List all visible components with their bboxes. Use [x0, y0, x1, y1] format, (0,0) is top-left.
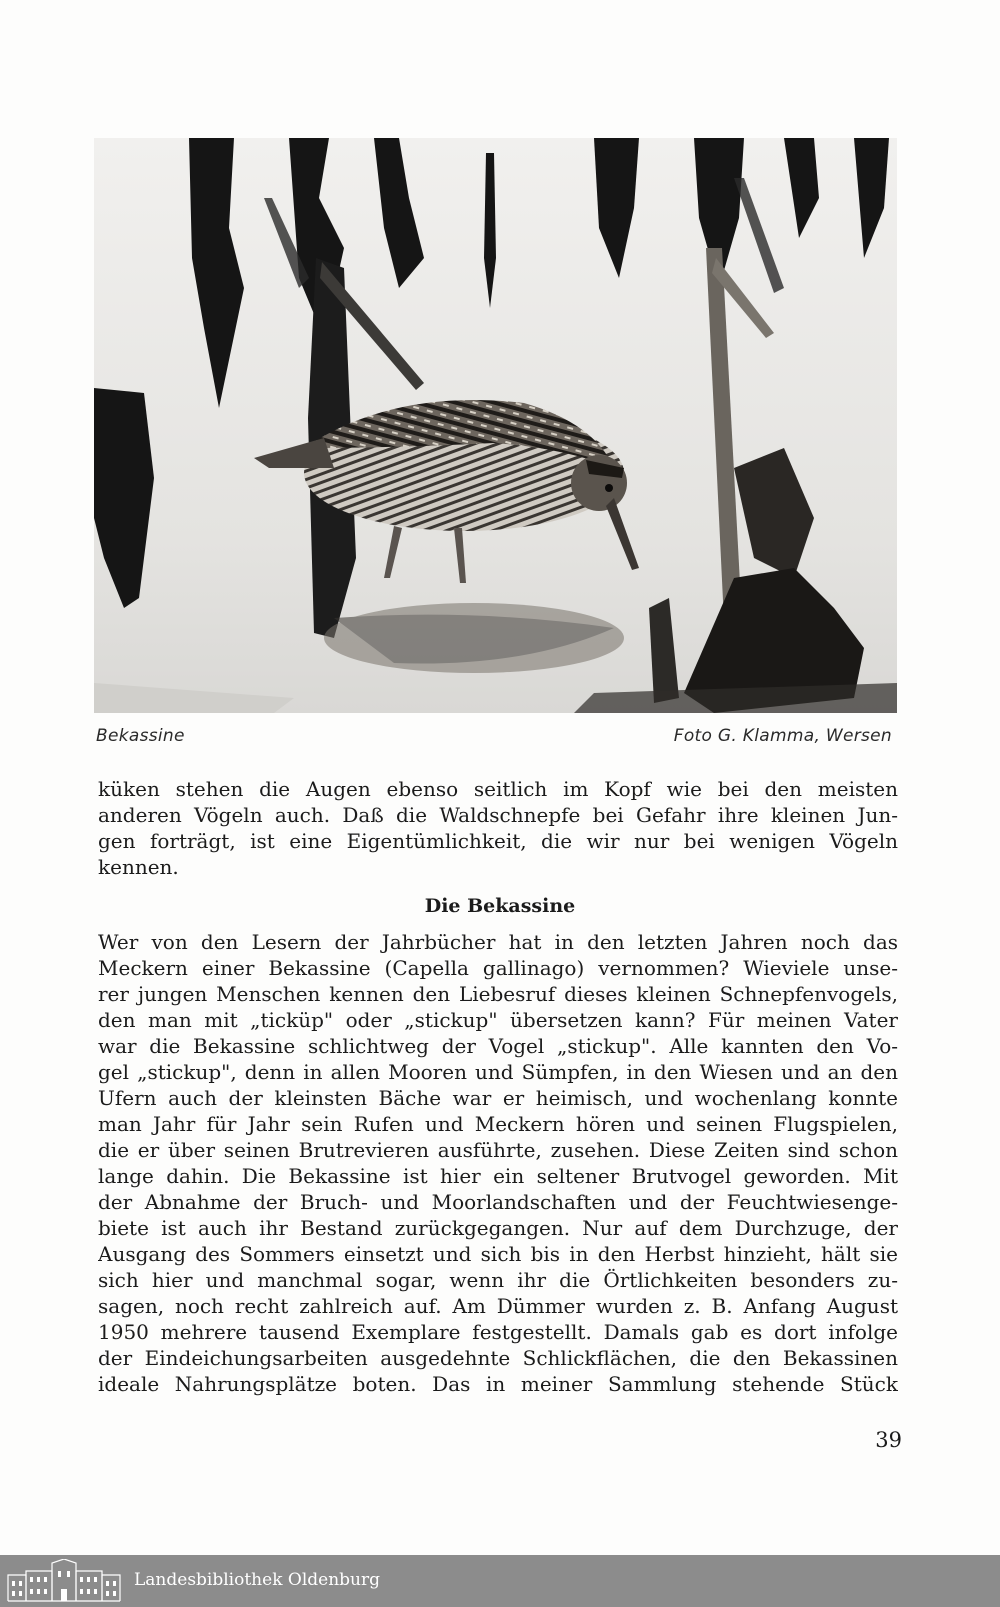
- library-name: Landesbibliothek Oldenburg: [134, 1570, 381, 1590]
- text-line: rer jungen Menschen kennen den Liebesruf dieses kleinen Schnepfenvogels,: [98, 982, 898, 1006]
- text-line: sich hier und manchmal sogar, wenn ihr die Örtlichkeiten besonders zu-: [98, 1268, 898, 1292]
- text-line: Ufern auch der kleinsten Bäche war er heimisch, und wochenlang konnte: [98, 1086, 898, 1110]
- text-line: man Jahr für Jahr sein Rufen und Meckern hören und seinen Flugspielen,: [98, 1112, 898, 1136]
- text-line: war die Bekassine schlichtweg der Vogel „stickup". Alle kannten den Vo-: [98, 1034, 898, 1058]
- text-line: anderen Vögeln auch. Daß die Waldschnepfe bei Gefahr ihre kleinen Jun-: [98, 803, 898, 827]
- text-line: biete ist auch ihr Bestand zurückgegangen. Nur auf dem Durchzuge, der: [98, 1216, 898, 1240]
- snipe-photo: [94, 138, 897, 713]
- text-line: der Eindeichungsarbeiten ausgedehnte Schlickflächen, die den Bekassinen: [98, 1346, 898, 1370]
- text-line: der Abnahme der Bruch- und Moorlandschaften und der Feuchtwiesenge-: [98, 1190, 898, 1214]
- library-footer-bar: [0, 1555, 1000, 1607]
- snipe-photo-illustration: [94, 138, 897, 713]
- text-line: lange dahin. Die Bekassine ist hier ein seltener Brutvogel geworden. Mit: [98, 1164, 898, 1188]
- photo-caption-title: Bekassine: [96, 726, 185, 746]
- text-line: Ausgang des Sommers einsetzt und sich bis in den Herbst hinzieht, hält sie: [98, 1242, 898, 1266]
- section-heading: Die Bekassine: [424, 895, 576, 917]
- text-line: Meckern einer Bekassine (Capella gallinago) vernommen? Wieviele unse-: [98, 956, 898, 980]
- text-line: sagen, noch recht zahlreich auf. Am Dümmer wurden z. B. Anfang August: [98, 1294, 898, 1318]
- text-line: den man mit „ticküp" oder „stickup" übersetzen kann? Für meinen Vater: [98, 1008, 898, 1032]
- paragraph-bekassine: [98, 929, 898, 1397]
- text-line: küken stehen die Augen ebenso seitlich im Kopf wie bei den meisten: [98, 777, 898, 801]
- text-line: 1950 mehrere tausend Exemplare festgestellt. Damals gab es dort infolge: [98, 1320, 898, 1344]
- text-line: kennen.: [98, 855, 179, 879]
- page-number: 39: [875, 1428, 902, 1452]
- text-line: gen forträgt, ist eine Eigentümlichkeit, die wir nur bei wenigen Vögeln: [98, 829, 898, 853]
- text-line: gel „stickup", denn in allen Mooren und Sümpfen, in den Wiesen und an den: [98, 1060, 898, 1084]
- text-line: ideale Nahrungsplätze boten. Das in meiner Sammlung stehende Stück: [98, 1372, 898, 1396]
- library-building-icon: [6, 1559, 122, 1603]
- text-line: Wer von den Lesern der Jahrbücher hat in den letzten Jahren noch das: [98, 930, 898, 954]
- text-line: die er über seinen Brutrevieren ausführte, zusehen. Diese Zeiten sind schon: [98, 1138, 898, 1162]
- photo-caption-credit: Foto G. Klamma, Wersen: [673, 726, 892, 746]
- paragraph-intro: [98, 776, 898, 880]
